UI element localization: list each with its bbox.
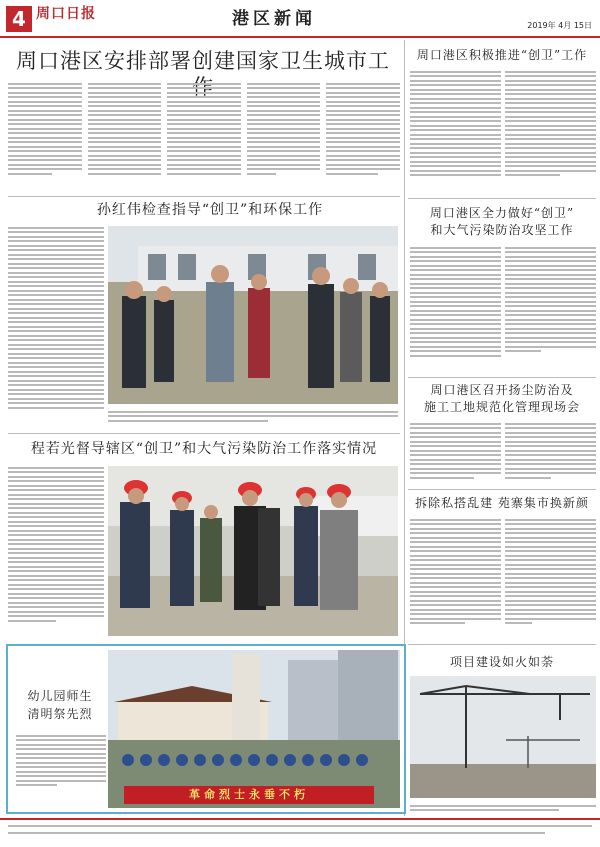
kindergarten-feature-box [6,644,406,814]
right2-headline-line2: 和大气污染防治攻坚工作 [430,223,574,237]
right5-headline: 项目建设如火如荼 [449,655,554,669]
kindergarten-memorial-photo [108,650,400,808]
kindergarten-headline-line1: 幼儿园师生 [27,689,93,703]
main-headline: 周口港区安排部署创建国家卫生城市工 [16,49,390,73]
construction-site-photo [410,676,596,798]
right2-article-body [410,244,596,374]
section-title: 港区新闻 [232,9,316,29]
section-divider [408,198,596,199]
kindergarten-headline-line2: 清明祭先烈 [27,707,93,721]
right3-article-body [410,420,596,486]
construction-photo-caption [410,802,596,814]
right2-headline-line1: 周口港区全力做好“创卫” [429,206,575,220]
main-article-body [8,80,400,194]
kindergarten-article-body [16,732,106,802]
right4-headline: 拆除私搭乱建 苑寨集市换新颜 [415,496,589,510]
right3-headline-line1: 周口港区召开扬尘防治及 [430,383,574,397]
cheng-headline: 程若光督导辖区“创卫”和大气污染防治工作落实情况 [30,441,378,457]
sun-inspection-photo [108,226,398,404]
right1-article-body [410,68,596,194]
section-divider [8,196,400,197]
right4-article-body [410,516,596,640]
section-divider [408,377,596,378]
right1-headline: 周口港区积极推进“创卫”工作 [416,48,588,62]
page-number: 4 [6,6,32,32]
newspaper-logo: 周口日报 [36,6,96,22]
section-divider [8,433,400,434]
sun-photo-caption [108,408,398,430]
sun-article-body [8,224,104,430]
page-header [0,0,600,38]
memorial-banner-text: 革命烈士永垂不朽 [189,788,309,801]
issue-date: 2019年 4月 15日 [527,21,592,30]
section-divider [408,489,596,490]
page-footer [0,818,600,847]
right3-headline-line2: 施工工地规范化管理现场会 [423,400,580,414]
section-divider [408,644,596,645]
sun-headline: 孙红伟检查指导“创卫”和环保工作 [96,202,324,218]
cheng-inspection-photo [108,466,398,636]
cheng-article-body [8,464,104,638]
